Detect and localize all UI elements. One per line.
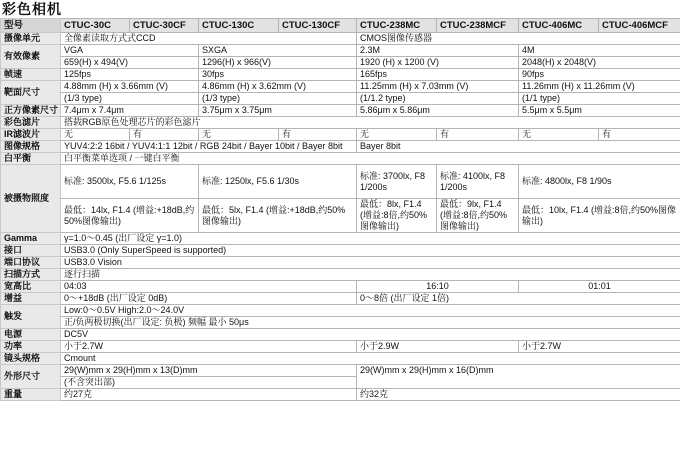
table-cell: 3.75μm x 3.75μm: [199, 105, 357, 117]
row-label: 触发: [1, 305, 61, 329]
table-cell: γ=1.0～0.45 (出厂设定 γ=1.0): [61, 233, 680, 245]
table-cell: (1/3 type): [199, 93, 357, 105]
table-cell: 标准: 3700lx, F8 1/200s: [357, 165, 437, 199]
table-cell: DC5V: [61, 329, 680, 341]
table-cell: 165fps: [357, 69, 519, 81]
table-cell: 2048(H) x 2048(V): [519, 57, 680, 69]
table-row: [1, 105, 680, 117]
row-label: 接口: [1, 245, 61, 257]
table-cell: 7.4μm x 7.4μm: [61, 105, 199, 117]
table-row: [1, 93, 680, 105]
row-label: 宽高比: [1, 281, 61, 293]
table-row: [1, 257, 680, 269]
table-cell: 29(W)mm x 29(H)mm x 16(D)mm: [357, 365, 680, 389]
row-label: 重量: [1, 389, 61, 401]
row-label: 镜头规格: [1, 353, 61, 365]
table-cell: 1296(H) x 966(V): [199, 57, 357, 69]
table-cell: (不含突出部): [61, 377, 357, 389]
table-cell: 16:10: [357, 281, 519, 293]
table-cell: Bayer 8bit: [357, 141, 680, 153]
table-cell: 标准: 4800lx, F8 1/90s: [519, 165, 680, 199]
row-label: 靶面尺寸: [1, 81, 61, 105]
row-label: 外形尺寸: [1, 365, 61, 389]
table-cell: 有: [599, 129, 680, 141]
table-cell: 4M: [519, 45, 680, 57]
table-cell: 11.25mm (H) x 7.03mm (V): [357, 81, 519, 93]
model-name: CTUC-238MCF: [437, 19, 519, 33]
spec-table: [0, 18, 680, 401]
table-cell: 有: [437, 129, 519, 141]
table-cell: 小于2.7W: [61, 341, 357, 353]
model-name: CTUC-30C: [61, 19, 130, 33]
table-cell: 约32克: [357, 389, 680, 401]
model-name: CTUC-238MC: [357, 19, 437, 33]
table-cell: (1/1.2 type): [357, 93, 519, 105]
table-cell: 无: [199, 129, 279, 141]
table-cell: 无: [357, 129, 437, 141]
table-cell: 正/负两极切换(出厂设定: 负极) 频幅 最小 50μs: [61, 317, 680, 329]
table-cell: 标准: 4100lx, F8 1/200s: [437, 165, 519, 199]
table-row: [1, 281, 680, 293]
table-cell: 标准: 1250lx, F5.6 1/30s: [199, 165, 357, 199]
table-cell: 搭载RGB原色处理芯片的彩色滤片: [61, 117, 680, 129]
table-cell: 4.88mm (H) x 3.66mm (V): [61, 81, 199, 93]
row-label: 电源: [1, 329, 61, 341]
table-row: [1, 57, 680, 69]
row-label: 被摄物照度: [1, 165, 61, 233]
row-label: 端口协议: [1, 257, 61, 269]
row-label: 有效像素: [1, 45, 61, 69]
table-cell: 2.3M: [357, 45, 519, 57]
row-label: 增益: [1, 293, 61, 305]
table-row: [1, 69, 680, 81]
table-cell: 标准: 3500lx, F5.6 1/125s: [61, 165, 199, 199]
table-row: [1, 329, 680, 341]
table-row: [1, 269, 680, 281]
table-cell: 无: [61, 129, 130, 141]
table-row: [1, 341, 680, 353]
table-row: [1, 199, 680, 233]
table-row: [1, 81, 680, 93]
table-cell: (1/1 type): [519, 93, 680, 105]
table-cell: 5.5μm x 5.5μm: [519, 105, 680, 117]
table-cell: 04:03: [61, 281, 357, 293]
table-cell: 无: [519, 129, 599, 141]
table-row: [1, 117, 680, 129]
model-name: CTUC-30CF: [130, 19, 199, 33]
row-label: 摄像单元: [1, 33, 61, 45]
table-cell: YUV4:2:2 16bit / YUV4:1:1 12bit / RGB 24bit / Bayer 10bit / Bayer 8bit: [61, 141, 357, 153]
row-label: 帧速: [1, 69, 61, 81]
row-label: Gamma: [1, 233, 61, 245]
table-cell: 01:01: [519, 281, 680, 293]
table-cell: USB3.0 Vision: [61, 257, 680, 269]
table-cell: SXGA: [199, 45, 357, 57]
table-row: [1, 245, 680, 257]
table-cell: 最低：14lx, F1.4 (增益:+18dB,约50%图像输出): [61, 199, 199, 233]
row-label: IR滤波片: [1, 129, 61, 141]
model-name: CTUC-406MCF: [599, 19, 680, 33]
table-cell: 0～+18dB (出厂设定 0dB): [61, 293, 357, 305]
table-cell: 1920 (H) x 1200 (V): [357, 57, 519, 69]
table-row: [1, 45, 680, 57]
table-row: [1, 305, 680, 317]
table-cell: 小于2.7W: [519, 341, 680, 353]
table-cell: 最低：8lx, F1.4 (增益:8倍,约50%图像输出): [357, 199, 437, 233]
table-cell: 全像素读取方式式CCD: [61, 33, 357, 45]
table-cell: 最低：5lx, F1.4 (增益:+18dB,约50%图像输出): [199, 199, 357, 233]
table-row: [1, 365, 680, 377]
table-row: [1, 317, 680, 329]
table-row: [1, 153, 680, 165]
row-label: 图像规格: [1, 141, 61, 153]
table-cell: 白平衡菜单选项 / 一键白平衡: [61, 153, 680, 165]
table-cell: 有: [130, 129, 199, 141]
table-cell: 有: [279, 129, 357, 141]
table-cell: 4.86mm (H) x 3.62mm (V): [199, 81, 357, 93]
model-name: CTUC-130C: [199, 19, 279, 33]
row-label: 正方像素尺寸: [1, 105, 61, 117]
table-row: [1, 389, 680, 401]
table-row: [1, 141, 680, 153]
header-label: 型号: [1, 19, 61, 33]
table-cell: 29(W)mm x 29(H)mm x 13(D)mm: [61, 365, 357, 377]
row-label: 扫描方式: [1, 269, 61, 281]
table-cell: 5.86μm x 5.86μm: [357, 105, 519, 117]
table-cell: 小于2.9W: [357, 341, 519, 353]
table-cell: CMOS图像传感器: [357, 33, 680, 45]
page-title: 彩色相机: [2, 1, 62, 17]
table-row: [1, 293, 680, 305]
model-name: CTUC-130CF: [279, 19, 357, 33]
table-cell: 0～8倍 (出厂设定 1倍): [357, 293, 680, 305]
table-row: [1, 165, 680, 199]
table-cell: VGA: [61, 45, 199, 57]
row-label: 彩色滤片: [1, 117, 61, 129]
table-cell: 11.26mm (H) x 11.26mm (V): [519, 81, 680, 93]
table-row: [1, 353, 680, 365]
row-label: 功率: [1, 341, 61, 353]
model-name: CTUC-406MC: [519, 19, 599, 33]
table-cell: 最低：10lx, F1.4 (增益:8倍,约50%图像输出): [519, 199, 680, 233]
table-header-row: [1, 19, 680, 33]
table-cell: (1/3 type): [61, 93, 199, 105]
table-cell: USB3.0 (Only SuperSpeed is supported): [61, 245, 680, 257]
table-cell: 30fps: [199, 69, 357, 81]
table-row: [1, 33, 680, 45]
table-cell: 90fps: [519, 69, 680, 81]
table-row: [1, 129, 680, 141]
table-cell: 125fps: [61, 69, 199, 81]
table-cell: 逐行扫描: [61, 269, 680, 281]
table-cell: 659(H) x 494(V): [61, 57, 199, 69]
table-row: [1, 233, 680, 245]
table-cell: Low:0～0.5V High:2.0～24.0V: [61, 305, 680, 317]
row-label: 白平衡: [1, 153, 61, 165]
table-cell: Cmount: [61, 353, 680, 365]
table-cell: 最低：9lx, F1.4 (增益:8倍,约50%图像输出): [437, 199, 519, 233]
table-cell: 约27克: [61, 389, 357, 401]
